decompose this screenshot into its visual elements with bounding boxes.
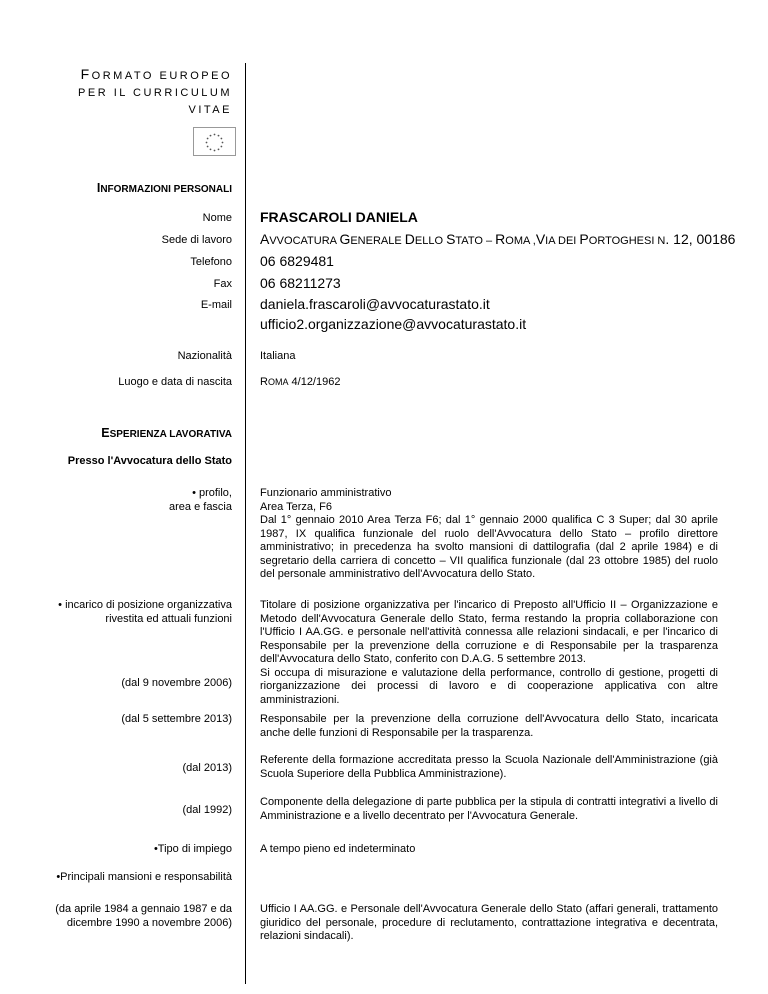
date-1992: (dal 1992) — [182, 804, 232, 816]
nationality-label: Nazionalità — [177, 350, 232, 362]
birth-label: Luogo e data di nascita — [118, 376, 232, 388]
duties-period: (da aprile 1984 a gennaio 1987 e da dicembre 1990 a novembre 2006) — [55, 903, 232, 929]
duties-label: •Principali mansioni e responsabilità — [56, 871, 232, 883]
column-divider — [245, 63, 246, 984]
employment-type-value: A tempo pieno ed indeterminato — [260, 843, 416, 855]
work-experience-heading: ESPERIENZA LAVORATIVA — [101, 426, 232, 440]
email-label: E-mail — [200, 299, 232, 311]
phone-label: Telefono — [190, 256, 232, 268]
value-2013: Referente della formazione accreditata presso la Scuola Nazionale dell'Amministrazione (già Scuola Superiore della Pubblica Amministrazione). — [260, 754, 718, 780]
position-value: Titolare di posizione organizzativa per l'incarico di Preposto all'Ufficio II – Organizzazione e Metodo dell'Avvocatura Generale dello Stato, ferma restando la propria collaborazione con l'Ufficio I AA.GG. e personale nell'attività connessa alle relazioni sindacali, e per l'incarico di Responsabile per la prevenzione della corruzione e di Responsabile per la trasparenza dell'Avvocatura dello Stato, conferito con D.A.G. 5 settembre 2013. Si occupa di misurazione e valutazione della performance, controllo di gestione, progetti di riorganizzazione dei processi di lavoro e di cooperazione applicativa con altre amministrazioni. — [260, 599, 718, 706]
position-label: • incarico di posizione organizzativa rivestita ed attuali funzioni — [58, 599, 232, 625]
personal-info-heading: INFORMAZIONI PERSONALI — [96, 181, 232, 195]
cv-format-title: FORMATO EUROPEO PER IL CURRICULUM VITAE — [78, 66, 232, 116]
position-date: (dal 9 novembre 2006) — [121, 677, 232, 689]
value-1992: Componente della delegazione di parte pubblica per la stipula di contratti integrativi a livello di Amministrazione e a livello decentrato per l'Avvocatura Generale. — [260, 796, 718, 822]
date-sep-2013: (dal 5 settembre 2013) — [121, 713, 232, 725]
employment-type-label: •Tipo di impiego — [153, 843, 232, 855]
profile-value: Funzionario amministrativo Area Terza, F6 Dal 1° gennaio 2010 Area Terza F6; dal 1° gennaio 2000 qualifica C 3 Super; dal 30 aprile 1987, IX qualifica funzionale del ruolo dell'Avvocatura dello Stato – profilo direttore amministrativo; in precedenza ha svolto mansioni di dattilografia (dal 2 aprile 1984) e di segretario della carriera di concetto – VII qualifica funzionale (dal 23 ottobre 1985) del ruolo del personale amministrativo dell'Avvocatura dello Stato. — [260, 487, 718, 580]
date-2013: (dal 2013) — [182, 762, 232, 774]
phone-value: 06 6829481 — [260, 253, 334, 269]
birth-value: ROMA 4/12/1962 — [260, 376, 341, 388]
email-secondary[interactable]: ufficio2.organizzazione@avvocaturastato.it — [260, 316, 527, 332]
duties-value: Ufficio I AA.GG. e Personale dell'Avvocatura Generale dello Stato (affari generali, trattamento giuridico del personale, procedure di reclutamento, contrattazione integrativa e decentrata, relazioni sindacali). — [260, 903, 718, 942]
fax-value: 06 68211273 — [260, 275, 341, 291]
fax-label: Fax — [213, 278, 232, 290]
name-label: Nome — [202, 212, 232, 224]
email-primary[interactable]: daniela.frascaroli@avvocaturastato.it — [260, 296, 490, 312]
workplace-value: AVVOCATURA GENERALE DELLO STATO – ROMA ,VIA DEI PORTOGHESI N. 12, 00186 — [260, 231, 736, 247]
eu-flag-icon — [193, 127, 236, 156]
employer-label: Presso l'Avvocatura dello Stato — [67, 455, 232, 467]
nationality-value: Italiana — [260, 350, 296, 362]
full-name: FRASCAROLI DANIELA — [260, 209, 418, 225]
workplace-label: Sede di lavoro — [161, 234, 232, 246]
profile-label: • profilo, area e fascia — [169, 487, 232, 513]
value-sep-2013: Responsabile per la prevenzione della corruzione dell'Avvocatura dello Stato, incaricata anche delle funzioni di Responsabile per la trasparenza. — [260, 713, 718, 739]
